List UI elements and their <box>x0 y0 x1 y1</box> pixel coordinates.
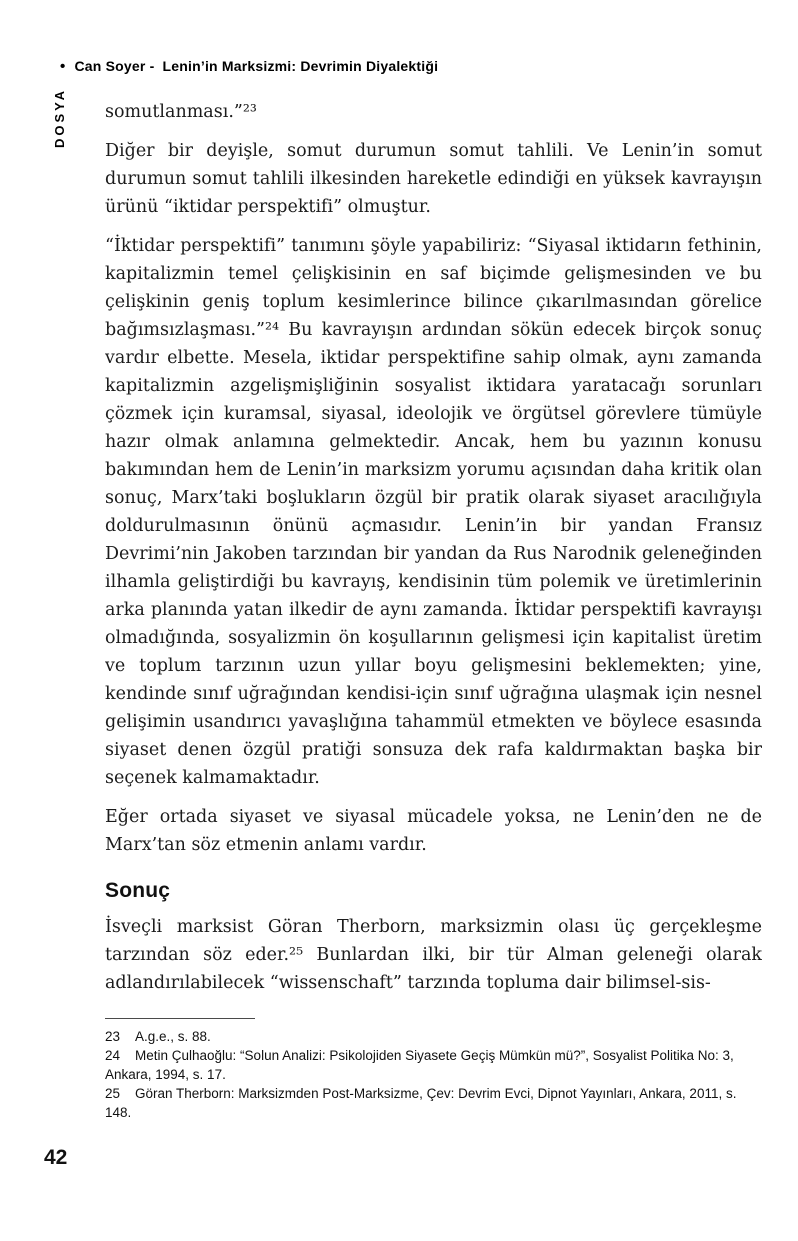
footnote-text: Göran Therborn: Marksizmden Post-Marksizme, Çev: Devrim Evci, Dipnot Yayınları, Ankara, 2011, s. 148. <box>105 1086 737 1120</box>
article-body <box>105 98 762 1008</box>
footnote-item <box>105 1046 762 1084</box>
footnote-number: 23 <box>105 1029 121 1044</box>
body-paragraph: Diğer bir deyişle, somut durumun somut tahlili. Ve Lenin’in somut durumun somut tahlili ilkesinden hareketle edindiği en yüksek kavrayışın ürünü “iktidar perspektifi” olmuştur. <box>105 141 762 217</box>
footnote-text: Metin Çulhaoğlu: “Solun Analizi: Psikolojiden Siyasete Geçiş Mümkün mü?”, Sosyalist Politika No: 3, Ankara, 1994, s. 17. <box>105 1048 734 1082</box>
header-title: Lenin’in Marksizmi: Devrimin Diyalektiği <box>162 58 439 74</box>
body-paragraph: Eğer ortada siyaset ve siyasal mücadele yoksa, ne Lenin’den ne de Marx’tan söz etmenin anlamı vardır. <box>105 807 762 855</box>
section-heading: Sonuç <box>105 879 171 902</box>
footnote-text: A.g.e., s. 88. <box>135 1029 211 1044</box>
paragraph-group-closing <box>105 913 762 997</box>
footnote-divider <box>105 1018 255 1019</box>
footnote-item <box>105 1027 762 1046</box>
footnote-number: 25 <box>105 1086 121 1101</box>
footnotes-block <box>105 1018 762 1122</box>
footnote-number: 24 <box>105 1048 121 1063</box>
footnote-list <box>105 1027 762 1122</box>
running-header <box>60 58 438 75</box>
body-paragraph: somutlanması.”²³ <box>105 102 257 122</box>
body-paragraph: İsveçli marksist Göran Therborn, marksizmin olası üç gerçekleşme tarzından söz eder.²⁵ Bunlardan ilki, bir tür Alman geleneği olarak adlandırılabilecek “wissenschaft” tarzında topluma dair bilimsel-sis- <box>105 917 762 993</box>
paragraph-group-main <box>105 98 762 859</box>
body-paragraph: “İktidar perspektifi” tanımını şöyle yapabiliriz: “Siyasal iktidarın fethinin, kapitalizmin temel çelişkisinin en saf biçimde gelişmesinden ve bu çelişkinin geniş toplum kesimlerince bilince çıkarılmasından görelice bağımsızlaşması.”²⁴ Bu kavrayışın ardından sökün edecek birçok sonuç vardır elbette. Mesela, iktidar perspektifine sahip olmak, aynı zamanda kapitalizmin azgelişmişliğinin sosyalist iktidara yaratacağı sorunları çözmek için kuramsal, siyasal, ideolojik ve örgütsel görevlere tümüyle hazır olmak anlamına gelmektedir. Ancak, hem bu yazının konusu bakımından hem de Lenin’in marksizm yorumu açısından daha kritik olan sonuç, Marx’taki boşlukların özgül bir pratik olarak siyaset aracılığıyla doldurulmasının önünü açmasıdır. Lenin’in bir yandan Fransız Devrimi’nin Jakoben tarzından bir yandan da Rus Narodnik geleneğinden ilhamla geliştirdiği bu kavrayış, kendisinin tüm polemik ve üretimlerinin arka planında yatan ilkedir de aynı zamanda. İktidar perspektifi kavrayışı olmadığında, sosyalizmin ön koşullarının gelişmesi için kapitalist üretim ve toplum tarzının uzun yıllar boyu gelişmesini beklemekten; yine, kendinde sınıf uğrağından kendisi-için sınıf uğrağına ulaşmak için nesnel gelişimin usandırıcı yavaşlığına tahammül etmekten ve böylece esasında siyaset denen özgül pratiği sonsuza dek rafa kaldırmaktan başka bir seçenek kalmamaktadır. <box>105 236 762 788</box>
footnote-item <box>105 1084 762 1122</box>
section-label-dosya: DOSYA <box>52 88 67 149</box>
bullet-icon: • <box>60 58 66 75</box>
page-number: 42 <box>44 1146 68 1169</box>
header-author: Can Soyer - <box>74 58 155 74</box>
